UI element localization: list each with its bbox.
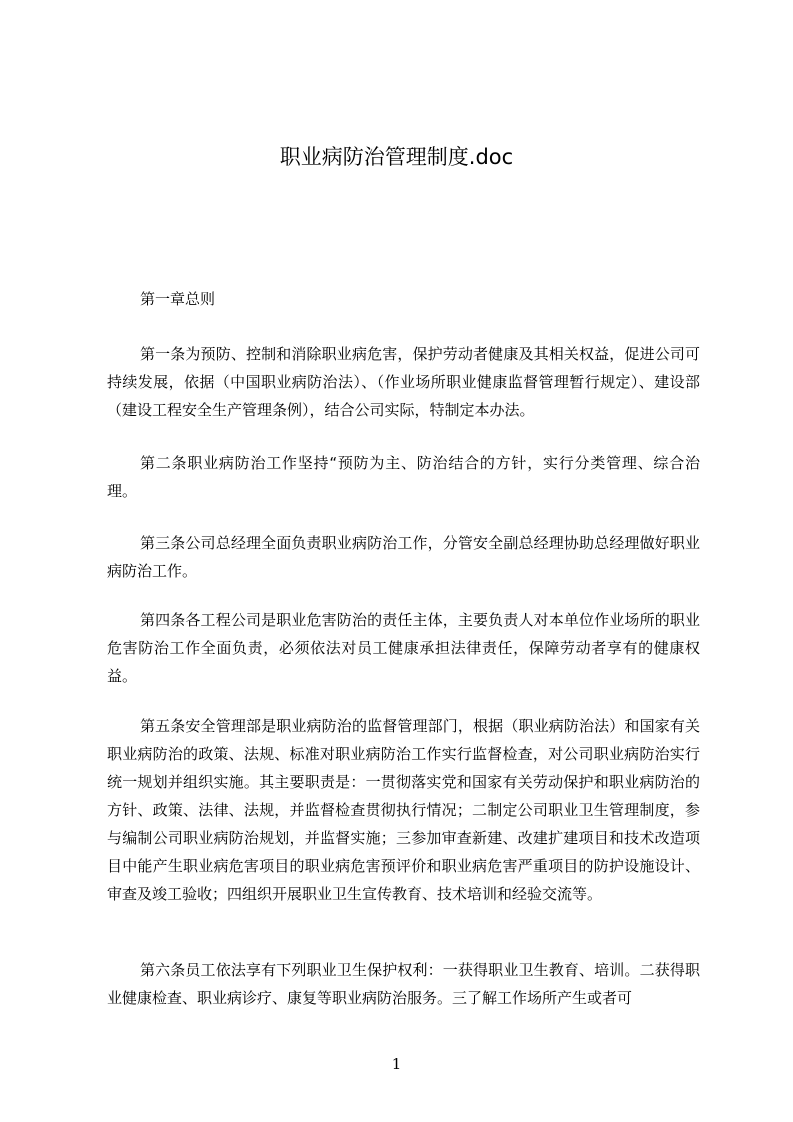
chapter-heading: 第一章总则	[140, 290, 216, 308]
paragraph-article-6: 第六条员工依法享有下列职业卫生保护权利：一获得职业卫生教育、培训。二获得职业健康检查、职业病诊疗、康复等职业病防治服务。三了解工作场所产生或者可	[107, 961, 700, 1007]
paragraph-article-4: 第四条各工程公司是职业危害防治的责任主体，主要负责人对本单位作业场所的职业危害防治工作全面负责，必须依法对员工健康承担法律责任，保障劳动者享有的健康权益。	[107, 611, 700, 685]
paragraph-article-2: 第二条职业病防治工作坚持“预防为主、防治结合的方针，实行分类管理、综合治理。	[107, 454, 700, 500]
paragraph-article-5: 第五条安全管理部是职业病防治的监督管理部门，根据（职业病防治法）和国家有关职业病防治的政策、法规、标准对职业病防治工作实行监督检查，对公司职业病防治实行统一规划并组织实施。其主要职责是：一贯彻落实党和国家有关劳动保护和职业病防治的方针、政策、法律、法规，并监督检查贯彻执行情况；二制定公司职业卫生管理制度，参与编制公司职业病防治规划，并监督实施；三参加审查新建、改建扩建项目和技术改造项目中能产生职业病危害项目的职业病危害预评价和职业病危害严重项目的防护设施设计、审查及竣工验收；四组织开展职业卫生宣传教育、技术培训和经验交流等。	[107, 717, 700, 903]
page-number: 1	[391, 1055, 402, 1073]
paragraph-article-1: 第一条为预防、控制和消除职业病危害，保护劳动者健康及其相关权益，促进公司可持续发展，依据（中国职业病防治法）、（作业场所职业健康监督管理暂行规定）、建设部（建设工程安全生产管理条例），结合公司实际，特制定本办法。	[107, 345, 700, 419]
paragraph-article-3: 第三条公司总经理全面负责职业病防治工作，分管安全副总经理协助总经理做好职业病防治工作。	[107, 534, 700, 580]
document-title: 职业病防治管理制度.doc	[279, 145, 514, 169]
